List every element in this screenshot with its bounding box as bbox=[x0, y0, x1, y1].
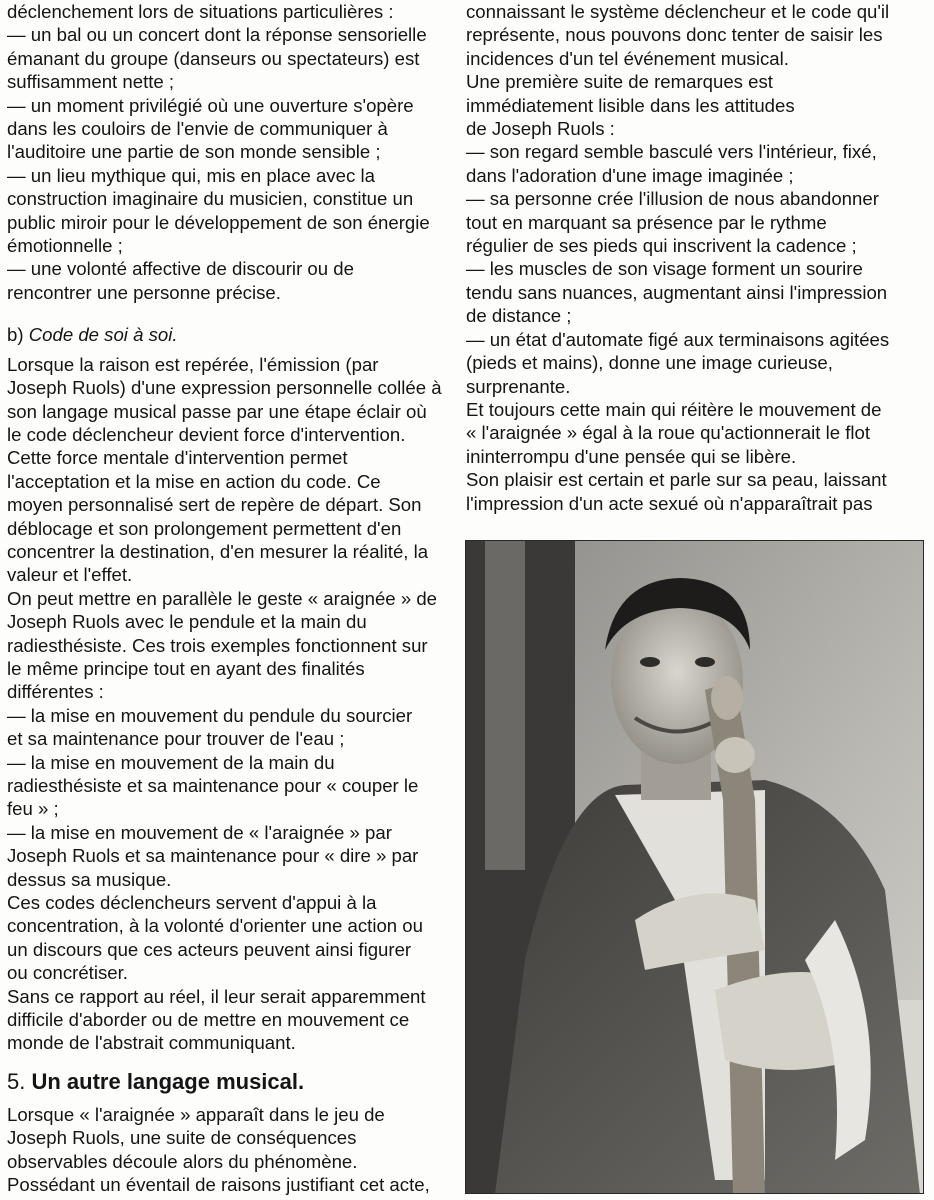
text-line: — son regard semble basculé vers l'intérieur, fixé, bbox=[466, 141, 877, 163]
photo-drawing bbox=[465, 540, 924, 1194]
text-line: Une première suite de remarques est bbox=[466, 71, 773, 93]
text-line: Sans ce rapport au réel, il leur serait apparemment bbox=[7, 985, 426, 1007]
text-line: construction imaginaire du musicien, constitue un bbox=[7, 188, 414, 210]
text-line: Cette force mentale d'intervention permet bbox=[7, 447, 348, 469]
text-line: concentration, à la volonté d'orienter une action ou bbox=[7, 915, 423, 937]
section-heading bbox=[7, 1069, 453, 1095]
text-line: incidences d'un tel événement musical. bbox=[466, 47, 789, 69]
text-line: immédiatement lisible dans les attitudes bbox=[466, 94, 795, 116]
right-column bbox=[466, 0, 928, 515]
text-line: radiesthésiste et sa maintenance pour « couper le bbox=[7, 775, 419, 796]
text-line: monde de l'abstrait communiquant. bbox=[7, 1032, 296, 1054]
musician-photograph bbox=[465, 540, 924, 1194]
text-line: — un état d'automate figé aux terminaisons agitées bbox=[466, 328, 890, 350]
text-line: connaissant le système déclencheur et le code qu'il bbox=[466, 1, 890, 22]
text-line: Lorsque la raison est repérée, l'émission (par bbox=[7, 353, 379, 375]
text-line: feu » ; bbox=[7, 798, 59, 820]
text-line: surprenante. bbox=[466, 375, 571, 397]
text-line: On peut mettre en parallèle le geste « araignée » de bbox=[7, 587, 438, 609]
text-line: ou concrétiser. bbox=[7, 962, 128, 984]
text-line: émotionnelle ; bbox=[7, 235, 123, 257]
text-line: rencontrer une personne précise. bbox=[7, 281, 281, 303]
left-paragraph-3 bbox=[7, 1103, 453, 1197]
text-line: régulier de ses pieds qui inscrivent la cadence ; bbox=[466, 235, 857, 257]
text-line: son langage musical passe par une étape éclair où bbox=[7, 400, 427, 422]
text-line: de Joseph Ruols : bbox=[466, 118, 615, 140]
text-line: — la mise en mouvement du pendule du sourcier bbox=[7, 704, 413, 726]
text-line: suffisamment nette ; bbox=[7, 71, 175, 93]
subheading-prefix: b) bbox=[7, 324, 29, 346]
text-line: (pieds et mains), donne une image curieuse, bbox=[466, 352, 833, 374]
text-line: et sa maintenance pour trouver de l'eau ; bbox=[7, 728, 345, 750]
text-line: Ces codes déclencheurs servent d'appui à la bbox=[7, 892, 377, 914]
text-line: — un bal ou un concert dont la réponse sensorielle bbox=[7, 24, 427, 46]
text-line: radiesthésiste. Ces trois exemples fonctionnent sur bbox=[7, 634, 428, 656]
text-line: le code déclencheur devient force d'intervention. bbox=[7, 423, 406, 445]
text-line: — sa personne crée l'illusion de nous abandonner bbox=[466, 188, 879, 210]
text-line: — une volonté affective de discourir ou de bbox=[7, 258, 354, 280]
text-line: valeur et l'effet. bbox=[7, 564, 133, 586]
text-line: Et toujours cette main qui réitère le mouvement de bbox=[466, 398, 882, 420]
text-line: Joseph Ruols, une suite de conséquences bbox=[7, 1127, 357, 1149]
text-line: — la mise en mouvement de la main du bbox=[7, 751, 335, 773]
text-line: Joseph Ruols et sa maintenance pour « dire » par bbox=[7, 845, 419, 867]
section-title: Un autre langage musical. bbox=[31, 1068, 305, 1094]
text-line: Joseph Ruols avec le pendule et la main du bbox=[7, 611, 367, 633]
text-line: de distance ; bbox=[466, 305, 572, 327]
right-paragraph-1 bbox=[466, 0, 928, 515]
left-column bbox=[7, 0, 453, 1197]
text-line: tendu sans nuances, augmentant ainsi l'impression bbox=[466, 281, 888, 303]
text-line: concentrer la destination, d'en mesurer la réalité, la bbox=[7, 540, 429, 562]
text-line: Joseph Ruols) d'une expression personnelle collée à bbox=[7, 377, 442, 399]
text-line: déblocage et son prolongement permettent d'en bbox=[7, 517, 402, 539]
text-line: Son plaisir est certain et parle sur sa peau, laissant bbox=[466, 469, 887, 491]
text-line: le même principe tout en ayant des finalités bbox=[7, 657, 365, 679]
text-line: — la mise en mouvement de « l'araignée » par bbox=[7, 821, 392, 843]
subheading bbox=[7, 323, 453, 346]
text-line: moyen personnalisé sert de repère de départ. Son bbox=[7, 494, 422, 516]
text-line: un discours que ces acteurs peuvent ainsi figurer bbox=[7, 938, 412, 960]
text-line: Possédant un éventail de raisons justifiant cet acte, bbox=[7, 1174, 430, 1196]
text-line: l'auditoire une partie de son monde sensible ; bbox=[7, 141, 381, 163]
subheading-title: Code de soi à soi. bbox=[28, 324, 178, 346]
text-line: difficile d'aborder ou de mettre en mouvement ce bbox=[7, 1009, 410, 1031]
text-line: déclenchement lors de situations particulières : bbox=[7, 1, 394, 22]
text-line: — les muscles de son visage forment un sourire bbox=[466, 258, 863, 280]
text-line: différentes : bbox=[7, 681, 104, 703]
text-line: dans les couloirs de l'envie de communiquer à bbox=[7, 118, 388, 140]
left-paragraph-2 bbox=[7, 353, 453, 1055]
section-number: 5. bbox=[7, 1068, 32, 1094]
text-line: dans l'adoration d'une image imaginée ; bbox=[466, 164, 794, 186]
text-line: — un moment privilégié où une ouverture s'opère bbox=[7, 94, 414, 116]
text-line: tout en marquant sa présence par le rythme bbox=[466, 211, 827, 233]
text-line: observables découle alors du phénomène. bbox=[7, 1150, 358, 1172]
text-line: l'impression d'un acte sexué où n'apparaîtrait pas bbox=[466, 492, 873, 514]
text-line: « l'araignée » égal à la roue qu'actionnerait le flot bbox=[466, 422, 871, 444]
spacer bbox=[7, 304, 453, 323]
text-line: ininterrompu d'une pensée qui se libère. bbox=[466, 445, 797, 467]
text-line: l'acceptation et la mise en action du code. Ce bbox=[7, 470, 381, 492]
left-paragraph-1 bbox=[7, 0, 453, 304]
text-line: — un lieu mythique qui, mis en place avec la bbox=[7, 164, 375, 186]
text-line: dessus sa musique. bbox=[7, 868, 172, 890]
text-line: Lorsque « l'araignée » apparaît dans le jeu de bbox=[7, 1103, 385, 1125]
text-line: public miroir pour le développement de son énergie bbox=[7, 211, 430, 233]
text-line: représente, nous pouvons donc tenter de saisir les bbox=[466, 24, 883, 46]
text-line: émanant du groupe (danseurs ou spectateurs) est bbox=[7, 47, 420, 69]
